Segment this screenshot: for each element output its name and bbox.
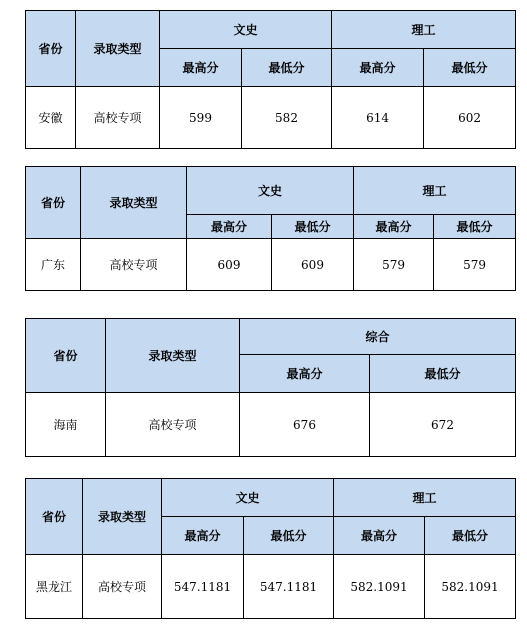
- group-header-comprehensive: 综合: [240, 319, 516, 355]
- score-cell: 547.1181: [162, 555, 244, 619]
- subheader-min: 最低分: [424, 49, 516, 87]
- score-table-guangdong: [25, 166, 516, 291]
- table-row: [26, 87, 516, 149]
- subheader-max: 最高分: [160, 49, 242, 87]
- province-cell: 广东: [26, 239, 81, 291]
- subheader-min: 最低分: [244, 517, 334, 555]
- score-cell: 582: [242, 87, 332, 149]
- admission-type-cell: 高校专项: [83, 555, 162, 619]
- subheader-max: 最高分: [332, 49, 424, 87]
- group-header-science: 理工: [334, 479, 516, 517]
- province-cell: 黑龙江: [26, 555, 83, 619]
- score-cell: 579: [354, 239, 434, 291]
- subheader-min: 最低分: [272, 215, 354, 239]
- admission-type-cell: 高校专项: [76, 87, 160, 149]
- table-row: [26, 393, 516, 457]
- table-row: [26, 239, 516, 291]
- score-cell: 599: [160, 87, 242, 149]
- province-header: 省份: [26, 167, 81, 239]
- admission-type-header: 录取类型: [76, 11, 160, 87]
- subheader-min: 最低分: [242, 49, 332, 87]
- admission-type-header: 录取类型: [81, 167, 187, 239]
- province-header: 省份: [26, 11, 76, 87]
- subheader-min: 最低分: [370, 355, 516, 393]
- score-cell: 672: [370, 393, 516, 457]
- score-table-heilongjiang: [25, 478, 516, 619]
- subheader-max: 最高分: [187, 215, 272, 239]
- group-header-science: 理工: [354, 167, 516, 215]
- score-cell: 582.1091: [425, 555, 516, 619]
- subheader-max: 最高分: [334, 517, 425, 555]
- score-cell: 614: [332, 87, 424, 149]
- province-header: 省份: [26, 319, 106, 393]
- score-cell: 676: [240, 393, 370, 457]
- admission-type-cell: 高校专项: [106, 393, 240, 457]
- score-cell: 582.1091: [334, 555, 425, 619]
- admission-type-header: 录取类型: [83, 479, 162, 555]
- table-row: [26, 555, 516, 619]
- score-cell: 609: [272, 239, 354, 291]
- subheader-min: 最低分: [434, 215, 516, 239]
- province-cell: 海南: [26, 393, 106, 457]
- subheader-min: 最低分: [425, 517, 516, 555]
- group-header-liberal-arts: 文史: [187, 167, 354, 215]
- score-cell: 602: [424, 87, 516, 149]
- admission-type-header: 录取类型: [106, 319, 240, 393]
- subheader-max: 最高分: [354, 215, 434, 239]
- score-table-anhui: [25, 10, 516, 149]
- score-cell: 609: [187, 239, 272, 291]
- score-cell: 579: [434, 239, 516, 291]
- province-header: 省份: [26, 479, 83, 555]
- subheader-max: 最高分: [162, 517, 244, 555]
- group-header-liberal-arts: 文史: [160, 11, 332, 49]
- subheader-max: 最高分: [240, 355, 370, 393]
- admission-type-cell: 高校专项: [81, 239, 187, 291]
- province-cell: 安徽: [26, 87, 76, 149]
- group-header-science: 理工: [332, 11, 516, 49]
- score-cell: 547.1181: [244, 555, 334, 619]
- group-header-liberal-arts: 文史: [162, 479, 334, 517]
- score-table-hainan: [25, 318, 516, 457]
